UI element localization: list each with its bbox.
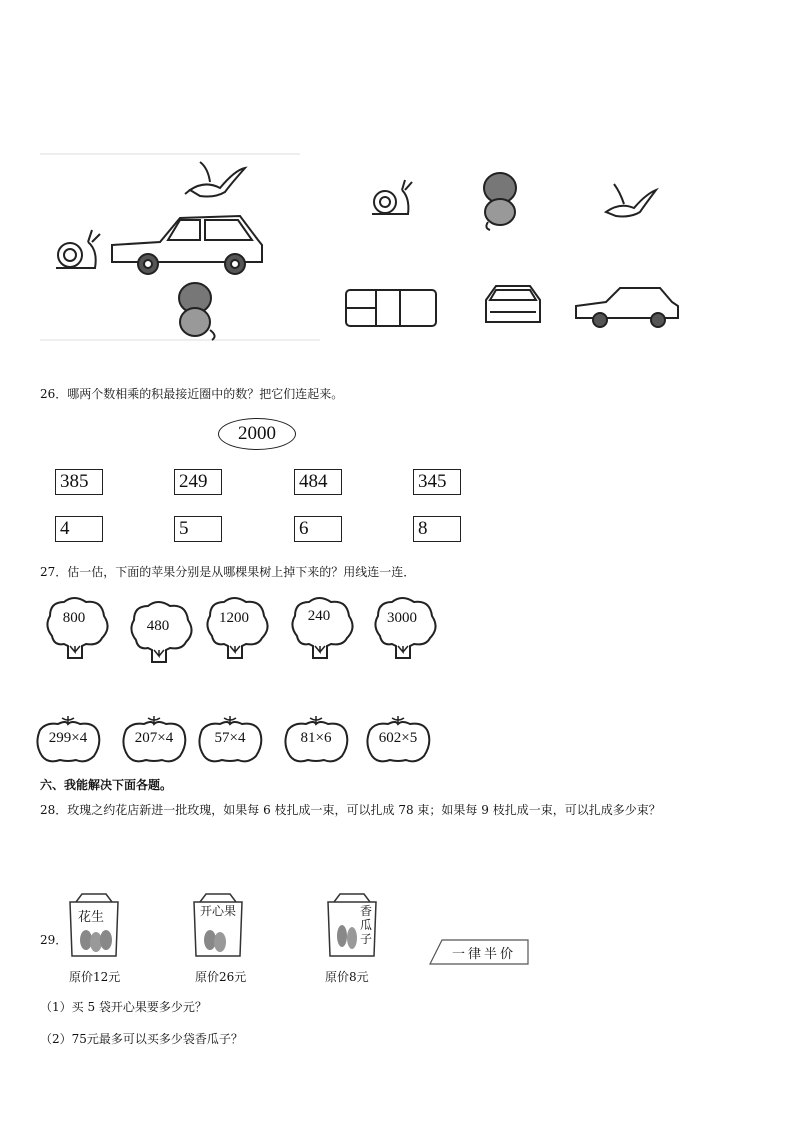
snail-icon xyxy=(56,230,100,268)
tree-label: 480 xyxy=(146,618,170,634)
melon-seed-bag-icon xyxy=(322,892,382,962)
tree-label: 1200 xyxy=(219,610,249,626)
car-side-view-icon xyxy=(576,288,678,327)
bottom-number-box: 8 xyxy=(413,516,461,542)
bird-icon xyxy=(185,162,245,197)
price-label: 原价12元 xyxy=(69,970,121,984)
apple-icon xyxy=(194,714,266,764)
section-6-title: 六、我能解决下面各题。 xyxy=(40,778,173,792)
question-29-sub2: （2）75元最多可以买多少袋香瓜子？ xyxy=(40,1032,243,1046)
bag-label: 花生 xyxy=(78,910,105,925)
position-scene-image xyxy=(40,150,740,350)
car-icon xyxy=(112,216,262,274)
apple-icon xyxy=(32,714,104,764)
tree-label: 240 xyxy=(307,608,331,624)
peanut-bag-icon xyxy=(64,892,124,962)
apple-label: 207×4 xyxy=(134,730,174,746)
bottom-number-box: 6 xyxy=(294,516,342,542)
monkey-icon xyxy=(179,283,215,340)
apple-label: 81×6 xyxy=(300,730,332,746)
car-front-view-icon xyxy=(486,286,540,322)
apple-icon xyxy=(280,714,352,764)
tree-label: 3000 xyxy=(387,610,417,626)
bag-label: 香瓜子 xyxy=(360,904,373,946)
tree-icon xyxy=(202,596,272,666)
bag-label: 开心果 xyxy=(200,904,237,918)
car-top-view-icon xyxy=(346,290,436,326)
monkey-icon xyxy=(484,173,516,230)
bottom-number-box: 4 xyxy=(55,516,103,542)
tree-icon xyxy=(287,596,357,666)
sign-text: 一律半价 xyxy=(452,947,517,962)
top-number-box: 249 xyxy=(174,469,222,495)
target-number-ellipse: 2000 xyxy=(218,418,296,450)
tree-icon xyxy=(126,600,196,670)
price-label: 原价8元 xyxy=(325,970,369,984)
apple-label: 299×4 xyxy=(48,730,88,746)
question-29-sub1: （1）买 5 袋开心果要多少元？ xyxy=(40,1000,207,1014)
question-26-text: 26．哪两个数相乘的积最接近圈中的数？把它们连起来。 xyxy=(40,387,344,401)
apple-label: 602×5 xyxy=(378,730,418,746)
top-number-box: 484 xyxy=(294,469,342,495)
apple-icon xyxy=(362,714,434,764)
question-27-text: 27．估一估，下面的苹果分别是从哪棵果树上掉下来的？用线连一连． xyxy=(40,565,416,579)
half-price-sign xyxy=(428,938,530,968)
top-number-box: 345 xyxy=(413,469,461,495)
apple-label: 57×4 xyxy=(214,730,246,746)
question-29-number: 29． xyxy=(40,933,68,947)
apple-icon xyxy=(118,714,190,764)
pistachio-bag-icon xyxy=(188,892,248,962)
price-label: 原价26元 xyxy=(195,970,247,984)
tree-label: 800 xyxy=(62,610,86,626)
bird-icon xyxy=(606,184,656,217)
tree-icon xyxy=(42,596,112,666)
top-number-box: 385 xyxy=(55,469,103,495)
question-28-text: 28．玫瑰之约花店新进一批玫瑰，如果每 6 枝扎成一束，可以扎成 78 束；如果每 9 枝扎成一束，可以扎成多少束？ xyxy=(40,803,661,817)
bottom-number-box: 5 xyxy=(174,516,222,542)
snail-icon xyxy=(372,180,412,214)
tree-icon xyxy=(370,596,440,666)
